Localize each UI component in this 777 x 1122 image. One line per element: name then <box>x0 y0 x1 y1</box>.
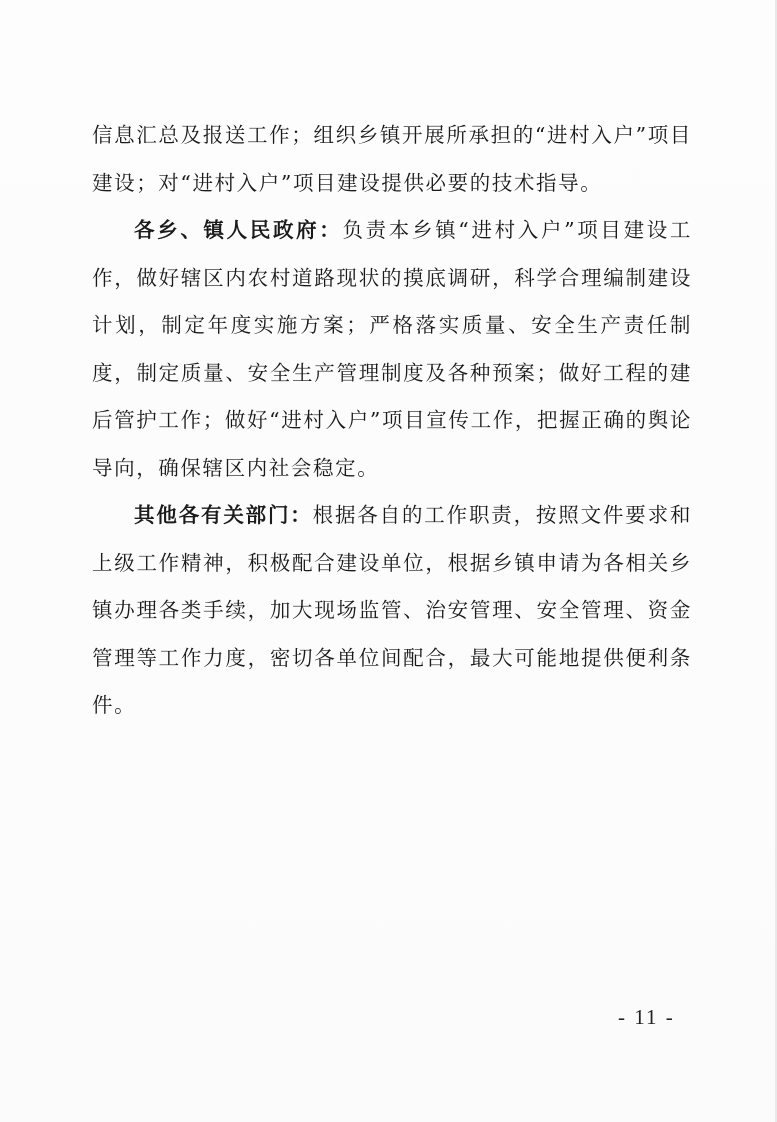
paragraph-township-governments <box>92 207 692 492</box>
paragraph-other-departments <box>92 492 692 730</box>
paragraph-lead: 其他各有关部门： <box>134 503 313 527</box>
page-number: - 11 - <box>618 1005 675 1029</box>
body-text <box>92 112 692 730</box>
paragraph-continuation <box>92 112 692 207</box>
paragraph-text: 根据各自的工作职责，按照文件要求和上级工作精神，积极配合建设单位，根据乡镇申请为各相关乡镇办理各类手续，加大现场监管、治安管理、安全管理、资金管理等工作力度，密切各单位间配合，最大可能地提供便利条件。 <box>92 503 692 717</box>
paragraph-lead: 各乡、镇人民政府： <box>134 218 343 242</box>
paragraph-text: 信息汇总及报送工作；组织乡镇开展所承担的“进村入户”项目建设；对“进村入户”项目建设提供必要的技术指导。 <box>92 123 692 195</box>
paragraph-text: 负责本乡镇“进村入户”项目建设工作，做好辖区内农村道路现状的摸底调研，科学合理编制建设计划，制定年度实施方案；严格落实质量、安全生产责任制度，制定质量、安全生产管理制度及各种预案；做好工程的建后管护工作；做好“进村入户”项目宣传工作，把握正确的舆论导向，确保辖区内社会稳定。 <box>92 218 693 480</box>
